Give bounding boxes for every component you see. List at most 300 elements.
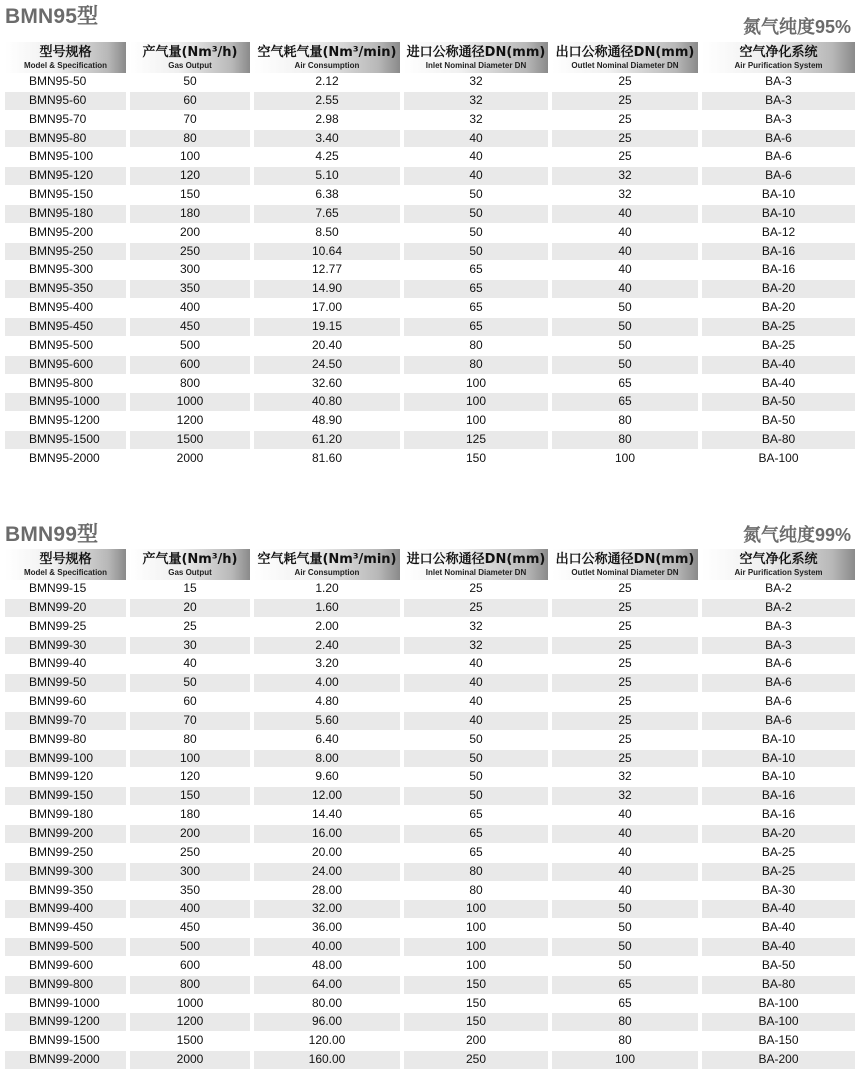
outlet-dn-cell: 40 — [552, 863, 702, 882]
air-consumption-cell: 32.00 — [254, 900, 404, 919]
section-title: BMN99型 — [5, 523, 99, 546]
table-row — [5, 375, 855, 394]
outlet-dn-cell: 25 — [552, 73, 702, 92]
gas-output-cell: 60 — [130, 92, 254, 111]
gas-output-cell: 800 — [130, 976, 254, 995]
inlet-dn-cell: 100 — [404, 375, 552, 394]
gas-output-cell: 150 — [130, 186, 254, 205]
outlet-dn-cell: 65 — [552, 393, 702, 412]
table-row — [5, 1051, 855, 1070]
gas-output-cell: 1500 — [130, 1032, 254, 1051]
air-consumption-cell: 2.98 — [254, 111, 404, 130]
outlet-dn-cell: 25 — [552, 693, 702, 712]
model-cell: BMN99-180 — [5, 806, 130, 825]
gas-output-cell: 15 — [130, 580, 254, 599]
gas-output-cell: 500 — [130, 337, 254, 356]
model-cell: BMN99-500 — [5, 938, 130, 957]
header-outlet-dn — [552, 42, 702, 73]
table-row — [5, 900, 855, 919]
model-cell: BMN95-120 — [5, 167, 130, 186]
outlet-dn-cell: 65 — [552, 375, 702, 394]
header-inlet-dn — [404, 42, 552, 73]
header-cn: 产气量(Nm³/h) — [142, 551, 238, 567]
header-cn: 进口公称通径DN(mm) — [406, 44, 546, 60]
air-consumption-cell: 5.10 — [254, 167, 404, 186]
air-purification-cell: BA-80 — [702, 976, 855, 995]
table-row — [5, 655, 855, 674]
outlet-dn-cell: 25 — [552, 618, 702, 637]
air-consumption-cell: 20.00 — [254, 844, 404, 863]
outlet-dn-cell: 80 — [552, 1013, 702, 1032]
air-consumption-cell: 64.00 — [254, 976, 404, 995]
gas-output-cell: 180 — [130, 806, 254, 825]
table-row — [5, 450, 855, 469]
table-row — [5, 618, 855, 637]
model-cell: BMN99-80 — [5, 731, 130, 750]
air-purification-cell: BA-12 — [702, 224, 855, 243]
header-cn: 出口公称通径DN(mm) — [555, 44, 695, 60]
outlet-dn-cell: 25 — [552, 148, 702, 167]
header-gas-output — [130, 549, 254, 580]
table-row — [5, 768, 855, 787]
air-consumption-cell: 4.25 — [254, 148, 404, 167]
gas-output-cell: 60 — [130, 693, 254, 712]
inlet-dn-cell: 40 — [404, 167, 552, 186]
air-purification-cell: BA-6 — [702, 130, 855, 149]
outlet-dn-cell: 25 — [552, 731, 702, 750]
outlet-dn-cell: 40 — [552, 280, 702, 299]
inlet-dn-cell: 32 — [404, 637, 552, 656]
gas-output-cell: 1500 — [130, 431, 254, 450]
model-cell: BMN99-2000 — [5, 1051, 130, 1070]
gas-output-cell: 1200 — [130, 412, 254, 431]
gas-output-cell: 80 — [130, 130, 254, 149]
air-purification-cell: BA-40 — [702, 938, 855, 957]
header-cn: 产气量(Nm³/h) — [142, 44, 238, 60]
model-cell: BMN99-100 — [5, 750, 130, 769]
header-cn: 型号规格 — [39, 551, 92, 567]
air-purification-cell: BA-150 — [702, 1032, 855, 1051]
purity-label: 氮气纯度99% — [742, 525, 851, 545]
model-cell: BMN95-400 — [5, 299, 130, 318]
inlet-dn-cell: 100 — [404, 412, 552, 431]
gas-output-cell: 350 — [130, 882, 254, 901]
model-cell: BMN99-50 — [5, 674, 130, 693]
inlet-dn-cell: 150 — [404, 1013, 552, 1032]
model-cell: BMN99-1500 — [5, 1032, 130, 1051]
header-en: Inlet Nominal Diameter DN — [425, 567, 527, 577]
header-cn: 进口公称通径DN(mm) — [406, 551, 546, 567]
header-en: Air Purification System — [734, 567, 823, 577]
inlet-dn-cell: 200 — [404, 1032, 552, 1051]
table-row — [5, 825, 855, 844]
air-purification-cell: BA-3 — [702, 111, 855, 130]
model-cell: BMN99-1000 — [5, 995, 130, 1014]
inlet-dn-cell: 65 — [404, 318, 552, 337]
table-row — [5, 431, 855, 450]
gas-output-cell: 100 — [130, 148, 254, 167]
air-consumption-cell: 36.00 — [254, 919, 404, 938]
gas-output-cell: 20 — [130, 599, 254, 618]
inlet-dn-cell: 80 — [404, 337, 552, 356]
air-consumption-cell: 4.00 — [254, 674, 404, 693]
header-air-purification — [702, 549, 855, 580]
air-purification-cell: BA-10 — [702, 768, 855, 787]
inlet-dn-cell: 100 — [404, 900, 552, 919]
outlet-dn-cell: 50 — [552, 900, 702, 919]
table-row — [5, 224, 855, 243]
model-cell: BMN95-450 — [5, 318, 130, 337]
air-purification-cell: BA-2 — [702, 580, 855, 599]
air-consumption-cell: 16.00 — [254, 825, 404, 844]
table-row — [5, 148, 855, 167]
spec-table — [5, 549, 855, 1070]
air-consumption-cell: 3.40 — [254, 130, 404, 149]
model-cell: BMN95-1200 — [5, 412, 130, 431]
inlet-dn-cell: 50 — [404, 750, 552, 769]
air-consumption-cell: 8.50 — [254, 224, 404, 243]
inlet-dn-cell: 65 — [404, 825, 552, 844]
air-consumption-cell: 24.00 — [254, 863, 404, 882]
header-en: Air Purification System — [734, 60, 823, 70]
air-purification-cell: BA-100 — [702, 1013, 855, 1032]
header-cn: 空气净化系统 — [739, 551, 818, 567]
inlet-dn-cell: 80 — [404, 882, 552, 901]
outlet-dn-cell: 80 — [552, 1032, 702, 1051]
air-consumption-cell: 2.55 — [254, 92, 404, 111]
air-consumption-cell: 4.80 — [254, 693, 404, 712]
model-cell: BMN95-50 — [5, 73, 130, 92]
inlet-dn-cell: 125 — [404, 431, 552, 450]
air-purification-cell: BA-10 — [702, 750, 855, 769]
air-consumption-cell: 40.80 — [254, 393, 404, 412]
gas-output-cell: 300 — [130, 261, 254, 280]
inlet-dn-cell: 50 — [404, 731, 552, 750]
air-purification-cell: BA-25 — [702, 863, 855, 882]
gas-output-cell: 180 — [130, 205, 254, 224]
inlet-dn-cell: 50 — [404, 787, 552, 806]
outlet-dn-cell: 32 — [552, 787, 702, 806]
model-cell: BMN95-500 — [5, 337, 130, 356]
table-row — [5, 111, 855, 130]
model-cell: BMN99-450 — [5, 919, 130, 938]
outlet-dn-cell: 50 — [552, 957, 702, 976]
inlet-dn-cell: 32 — [404, 92, 552, 111]
gas-output-cell: 250 — [130, 243, 254, 262]
inlet-dn-cell: 32 — [404, 618, 552, 637]
header-cn: 空气耗气量(Nm³/min) — [257, 551, 397, 567]
outlet-dn-cell: 25 — [552, 750, 702, 769]
gas-output-cell: 100 — [130, 750, 254, 769]
header-en: Air Consumption — [294, 567, 360, 577]
header-outlet-dn — [552, 549, 702, 580]
model-cell: BMN95-350 — [5, 280, 130, 299]
inlet-dn-cell: 80 — [404, 356, 552, 375]
air-consumption-cell: 80.00 — [254, 995, 404, 1014]
table-row — [5, 412, 855, 431]
model-cell: BMN95-180 — [5, 205, 130, 224]
gas-output-cell: 70 — [130, 111, 254, 130]
model-cell: BMN99-300 — [5, 863, 130, 882]
air-consumption-cell: 2.40 — [254, 637, 404, 656]
header-en: Gas Output — [168, 60, 212, 70]
inlet-dn-cell: 40 — [404, 693, 552, 712]
outlet-dn-cell: 40 — [552, 205, 702, 224]
inlet-dn-cell: 250 — [404, 1051, 552, 1070]
air-purification-cell: BA-30 — [702, 882, 855, 901]
gas-output-cell: 600 — [130, 356, 254, 375]
table-row — [5, 976, 855, 995]
header-en: Model & Specification — [23, 567, 108, 577]
model-cell: BMN99-200 — [5, 825, 130, 844]
air-consumption-cell: 20.40 — [254, 337, 404, 356]
table-row — [5, 863, 855, 882]
gas-output-cell: 1000 — [130, 995, 254, 1014]
gas-output-cell: 1200 — [130, 1013, 254, 1032]
air-consumption-cell: 5.60 — [254, 712, 404, 731]
table-row — [5, 393, 855, 412]
inlet-dn-cell: 40 — [404, 674, 552, 693]
table-row — [5, 73, 855, 92]
air-consumption-cell: 48.90 — [254, 412, 404, 431]
model-cell: BMN95-600 — [5, 356, 130, 375]
model-cell: BMN95-60 — [5, 92, 130, 111]
outlet-dn-cell: 25 — [552, 674, 702, 693]
table-row — [5, 337, 855, 356]
header-model — [5, 42, 130, 73]
outlet-dn-cell: 32 — [552, 768, 702, 787]
air-consumption-cell: 32.60 — [254, 375, 404, 394]
air-purification-cell: BA-25 — [702, 844, 855, 863]
air-purification-cell: BA-10 — [702, 205, 855, 224]
inlet-dn-cell: 40 — [404, 655, 552, 674]
air-purification-cell: BA-6 — [702, 693, 855, 712]
model-cell: BMN95-2000 — [5, 450, 130, 469]
gas-output-cell: 1000 — [130, 393, 254, 412]
model-cell: BMN99-60 — [5, 693, 130, 712]
table-body — [5, 73, 855, 469]
section-title: BMN95型 — [5, 5, 99, 28]
model-cell: BMN99-600 — [5, 957, 130, 976]
air-consumption-cell: 40.00 — [254, 938, 404, 957]
inlet-dn-cell: 100 — [404, 957, 552, 976]
outlet-dn-cell: 40 — [552, 243, 702, 262]
model-cell: BMN95-300 — [5, 261, 130, 280]
outlet-dn-cell: 40 — [552, 825, 702, 844]
air-purification-cell: BA-16 — [702, 261, 855, 280]
header-en: Air Consumption — [294, 60, 360, 70]
header-model — [5, 549, 130, 580]
gas-output-cell: 150 — [130, 787, 254, 806]
air-consumption-cell: 61.20 — [254, 431, 404, 450]
air-consumption-cell: 17.00 — [254, 299, 404, 318]
air-consumption-cell: 2.12 — [254, 73, 404, 92]
model-cell: BMN95-800 — [5, 375, 130, 394]
gas-output-cell: 350 — [130, 280, 254, 299]
header-air-purification — [702, 42, 855, 73]
inlet-dn-cell: 50 — [404, 186, 552, 205]
air-consumption-cell: 48.00 — [254, 957, 404, 976]
outlet-dn-cell: 25 — [552, 599, 702, 618]
table-body — [5, 580, 855, 1070]
table-row — [5, 750, 855, 769]
outlet-dn-cell: 25 — [552, 92, 702, 111]
model-cell: BMN99-30 — [5, 637, 130, 656]
outlet-dn-cell: 32 — [552, 186, 702, 205]
table-row — [5, 1013, 855, 1032]
air-consumption-cell: 28.00 — [254, 882, 404, 901]
air-purification-cell: BA-100 — [702, 450, 855, 469]
air-consumption-cell: 6.40 — [254, 731, 404, 750]
inlet-dn-cell: 100 — [404, 938, 552, 957]
purity-label: 氮气纯度95% — [742, 17, 851, 37]
header-cn: 空气净化系统 — [739, 44, 818, 60]
air-consumption-cell: 81.60 — [254, 450, 404, 469]
table-row — [5, 1032, 855, 1051]
header-en: Outlet Nominal Diameter DN — [571, 60, 679, 70]
air-purification-cell: BA-20 — [702, 280, 855, 299]
air-consumption-cell: 8.00 — [254, 750, 404, 769]
outlet-dn-cell: 80 — [552, 412, 702, 431]
table-row — [5, 167, 855, 186]
model-cell: BMN95-1000 — [5, 393, 130, 412]
table-row — [5, 731, 855, 750]
air-consumption-cell: 12.00 — [254, 787, 404, 806]
air-consumption-cell: 12.77 — [254, 261, 404, 280]
header-inlet-dn — [404, 549, 552, 580]
inlet-dn-cell: 100 — [404, 393, 552, 412]
air-purification-cell: BA-80 — [702, 431, 855, 450]
table-row — [5, 787, 855, 806]
table-row — [5, 919, 855, 938]
header-en: Model & Specification — [23, 60, 108, 70]
model-cell: BMN95-1500 — [5, 431, 130, 450]
air-purification-cell: BA-50 — [702, 412, 855, 431]
air-purification-cell: BA-6 — [702, 167, 855, 186]
air-purification-cell: BA-3 — [702, 92, 855, 111]
outlet-dn-cell: 50 — [552, 356, 702, 375]
model-cell: BMN99-40 — [5, 655, 130, 674]
air-consumption-cell: 24.50 — [254, 356, 404, 375]
air-consumption-cell: 6.38 — [254, 186, 404, 205]
inlet-dn-cell: 50 — [404, 205, 552, 224]
air-purification-cell: BA-40 — [702, 900, 855, 919]
table-row — [5, 261, 855, 280]
outlet-dn-cell: 50 — [552, 299, 702, 318]
inlet-dn-cell: 65 — [404, 806, 552, 825]
air-purification-cell: BA-100 — [702, 995, 855, 1014]
header-en: Inlet Nominal Diameter DN — [425, 60, 527, 70]
air-consumption-cell: 10.64 — [254, 243, 404, 262]
table-row — [5, 938, 855, 957]
air-purification-cell: BA-6 — [702, 655, 855, 674]
gas-output-cell: 300 — [130, 863, 254, 882]
table-row — [5, 957, 855, 976]
table-row — [5, 844, 855, 863]
air-purification-cell: BA-6 — [702, 712, 855, 731]
table-row — [5, 299, 855, 318]
inlet-dn-cell: 25 — [404, 599, 552, 618]
model-cell: BMN99-20 — [5, 599, 130, 618]
gas-output-cell: 80 — [130, 731, 254, 750]
gas-output-cell: 500 — [130, 938, 254, 957]
header-air-consumption — [254, 549, 404, 580]
model-cell: BMN99-350 — [5, 882, 130, 901]
model-cell: BMN99-15 — [5, 580, 130, 599]
air-consumption-cell: 7.65 — [254, 205, 404, 224]
inlet-dn-cell: 32 — [404, 111, 552, 130]
section-bmn95 — [5, 0, 855, 465]
outlet-dn-cell: 40 — [552, 806, 702, 825]
inlet-dn-cell: 50 — [404, 768, 552, 787]
inlet-dn-cell: 150 — [404, 995, 552, 1014]
air-purification-cell: BA-16 — [702, 787, 855, 806]
air-purification-cell: BA-25 — [702, 337, 855, 356]
air-consumption-cell: 96.00 — [254, 1013, 404, 1032]
air-consumption-cell: 14.90 — [254, 280, 404, 299]
table-row — [5, 637, 855, 656]
air-purification-cell: BA-50 — [702, 957, 855, 976]
gas-output-cell: 450 — [130, 919, 254, 938]
outlet-dn-cell: 25 — [552, 712, 702, 731]
table-row — [5, 243, 855, 262]
header-row — [5, 549, 855, 580]
air-purification-cell: BA-16 — [702, 243, 855, 262]
table-row — [5, 280, 855, 299]
header-gas-output — [130, 42, 254, 73]
table-row — [5, 674, 855, 693]
inlet-dn-cell: 40 — [404, 148, 552, 167]
header-cn: 出口公称通径DN(mm) — [555, 551, 695, 567]
gas-output-cell: 600 — [130, 957, 254, 976]
table-row — [5, 318, 855, 337]
air-consumption-cell: 160.00 — [254, 1051, 404, 1070]
air-consumption-cell: 2.00 — [254, 618, 404, 637]
air-purification-cell: BA-25 — [702, 318, 855, 337]
air-purification-cell: BA-20 — [702, 299, 855, 318]
air-purification-cell: BA-2 — [702, 599, 855, 618]
model-cell: BMN95-80 — [5, 130, 130, 149]
spec-table — [5, 42, 855, 469]
air-purification-cell: BA-20 — [702, 825, 855, 844]
air-consumption-cell: 1.20 — [254, 580, 404, 599]
inlet-dn-cell: 150 — [404, 976, 552, 995]
gas-output-cell: 50 — [130, 73, 254, 92]
table-row — [5, 92, 855, 111]
outlet-dn-cell: 25 — [552, 655, 702, 674]
air-purification-cell: BA-3 — [702, 73, 855, 92]
gas-output-cell: 120 — [130, 768, 254, 787]
outlet-dn-cell: 65 — [552, 995, 702, 1014]
table-row — [5, 130, 855, 149]
table-row — [5, 205, 855, 224]
outlet-dn-cell: 25 — [552, 111, 702, 130]
header-cn: 型号规格 — [39, 44, 92, 60]
air-consumption-cell: 19.15 — [254, 318, 404, 337]
air-purification-cell: BA-16 — [702, 806, 855, 825]
gas-output-cell: 250 — [130, 844, 254, 863]
air-consumption-cell: 9.60 — [254, 768, 404, 787]
outlet-dn-cell: 25 — [552, 580, 702, 599]
gas-output-cell: 50 — [130, 674, 254, 693]
outlet-dn-cell: 50 — [552, 318, 702, 337]
inlet-dn-cell: 50 — [404, 224, 552, 243]
gas-output-cell: 120 — [130, 167, 254, 186]
air-purification-cell: BA-40 — [702, 356, 855, 375]
inlet-dn-cell: 50 — [404, 243, 552, 262]
outlet-dn-cell: 80 — [552, 431, 702, 450]
air-consumption-cell: 120.00 — [254, 1032, 404, 1051]
